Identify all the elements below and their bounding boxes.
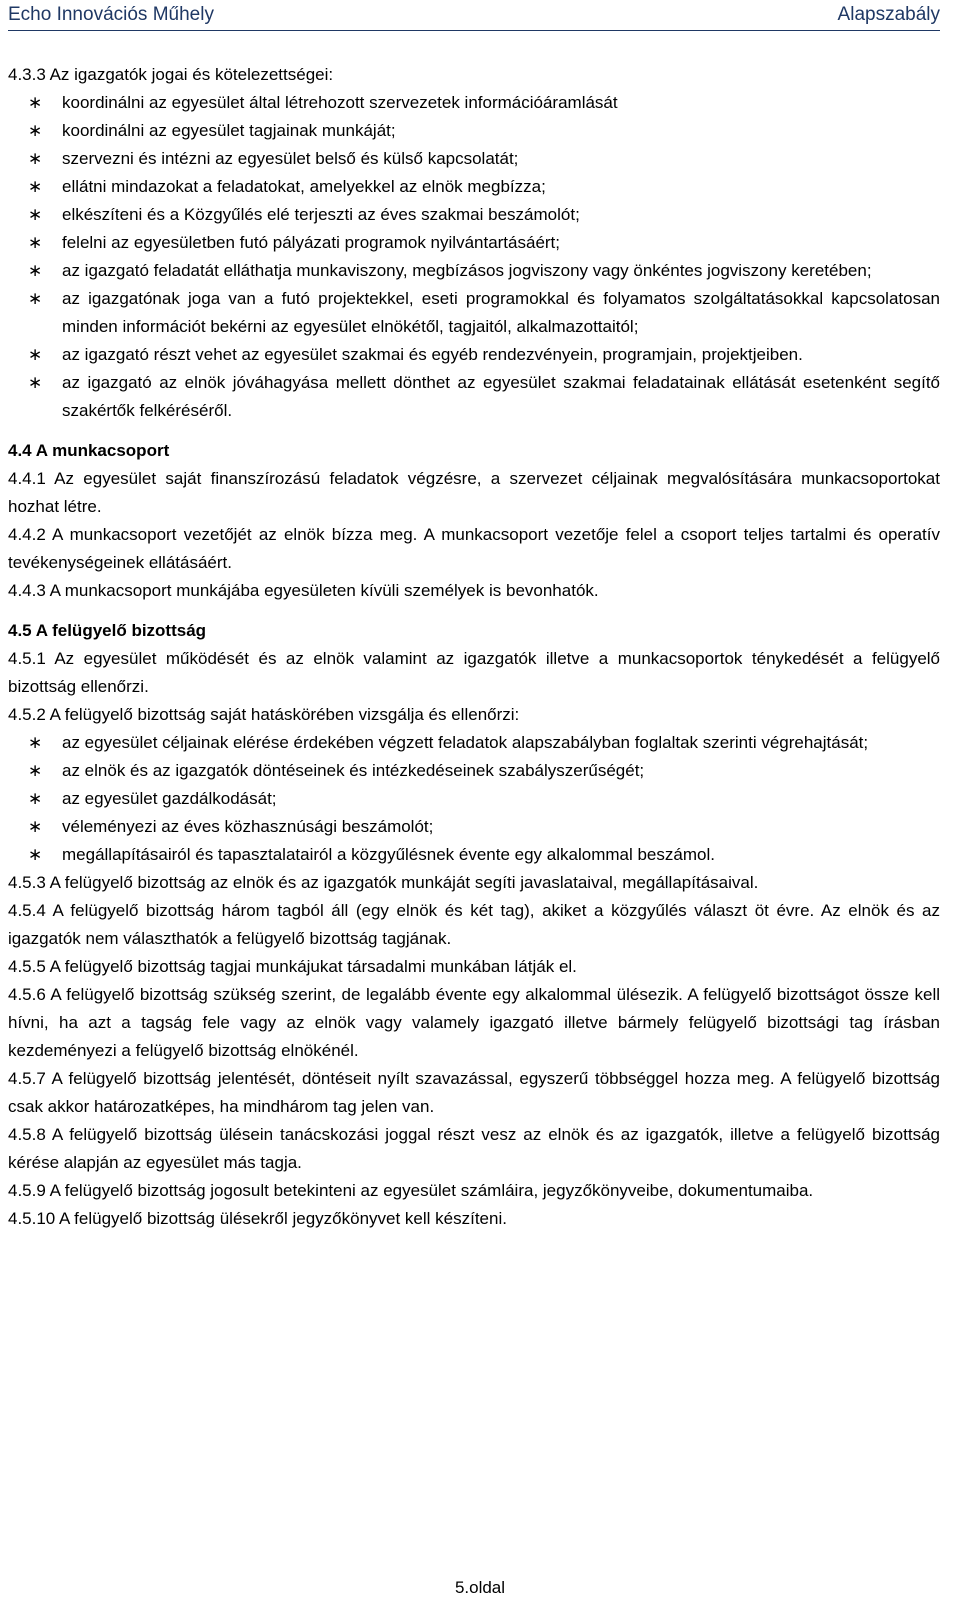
bullet-icon: ∗ xyxy=(28,761,43,780)
list-item: ∗ az igazgató feladatát elláthatja munkaviszony, megbízásos jogviszony vagy önkéntes jogviszony keretében; xyxy=(8,257,940,285)
bullet-icon: ∗ xyxy=(28,149,43,168)
paragraph-4-4-1: 4.4.1 Az egyesület saját finanszírozású feladatok végzésre, a szervezet céljainak megvalósítására munkacsoportokat hozhat létre. xyxy=(8,469,940,516)
section-4-5-heading: 4.5 A felügyelő bizottság xyxy=(8,621,207,640)
bullet-icon: ∗ xyxy=(28,177,43,196)
list-item: ∗ ellátni mindazokat a feladatokat, amelyekkel az elnök megbízza; xyxy=(8,173,940,201)
section-4-3-3-title: 4.3.3 Az igazgatók jogai és kötelezettségei: xyxy=(8,65,334,84)
list-item: ∗ az igazgató az elnök jóváhagyása mellett dönthet az egyesület szakmai feladatainak ellátását esetenként segítő szakértők felkéréséről. xyxy=(8,369,940,425)
list-item: ∗ koordinálni az egyesület által létrehozott szervezetek információáramlását xyxy=(8,89,940,117)
paragraph-4-5-6: 4.5.6 A felügyelő bizottság szükség szerint, de legalább évente egy alkalommal ülésezik. A felügyelő bizottságot össze kell hívni, ha azt a tagság fele vagy az elnök vagy valamely igazgató illetve bármely felügyelő bizottsági tag írásban kezdeményezi a felügyelő bizottság elnökénél. xyxy=(8,985,940,1060)
list-item: ∗ elkészíteni és a Közgyűlés elé terjeszti az éves szakmai beszámolót; xyxy=(8,201,940,229)
paragraph-4-5-3: 4.5.3 A felügyelő bizottság az elnök és az igazgatók munkáját segíti javaslataival, megállapításaival. xyxy=(8,873,759,892)
page-number: 5.oldal xyxy=(454,1578,506,1597)
paragraph-4-5-7: 4.5.7 A felügyelő bizottság jelentését, döntéseit nyílt szavazással, egyszerű többséggel hozza meg. A felügyelő bizottság csak akkor határozatképes, ha mindhárom tag jelen van. xyxy=(8,1069,940,1116)
paragraph-4-5-2: 4.5.2 A felügyelő bizottság saját hatáskörében vizsgálja és ellenőrzi: xyxy=(8,705,520,724)
list-item: ∗ koordinálni az egyesület tagjainak munkáját; xyxy=(8,117,940,145)
paragraph-4-5-4: 4.5.4 A felügyelő bizottság három tagból áll (egy elnök és két tag), akiket a közgyűlés választ öt évre. Az elnök és az igazgatók nem választhatók a felügyelő bizottság tagjának. xyxy=(8,901,940,948)
paragraph-4-5-1: 4.5.1 Az egyesület működését és az elnök valamint az igazgatók illetve a munkacsoportok ténykedését a felügyelő bizottság ellenőrzi. xyxy=(8,649,940,696)
page-header xyxy=(8,0,940,31)
bullet-icon: ∗ xyxy=(28,373,43,392)
list-item: ∗ véleményezi az éves közhasznúsági beszámolót; xyxy=(8,813,940,841)
bullet-icon: ∗ xyxy=(28,93,43,112)
bullet-icon: ∗ xyxy=(28,289,43,308)
list-item: ∗ az elnök és az igazgatók döntéseinek és intézkedéseinek szabályszerűségét; xyxy=(8,757,940,785)
igazgato-duties-list xyxy=(8,89,940,425)
bullet-icon: ∗ xyxy=(28,733,43,752)
bullet-icon: ∗ xyxy=(28,121,43,140)
bullet-icon: ∗ xyxy=(28,261,43,280)
section-4-4-heading: 4.4 A munkacsoport xyxy=(8,441,170,460)
bullet-icon: ∗ xyxy=(28,345,43,364)
list-item: ∗ az igazgató részt vehet az egyesület szakmai és egyéb rendezvényein, programjain, projektjeiben. xyxy=(8,341,940,369)
bullet-icon: ∗ xyxy=(28,233,43,252)
paragraph-4-5-8: 4.5.8 A felügyelő bizottság ülésein tanácskozási joggal részt vesz az elnök és az igazgatók, illetve a felügyelő bizottság kérése alapján az egyesület más tagja. xyxy=(8,1125,940,1172)
bullet-icon: ∗ xyxy=(28,845,43,864)
header-org-name: Echo Innovációs Műhely xyxy=(8,4,214,25)
document-body xyxy=(8,61,940,1233)
paragraph-4-5-9: 4.5.9 A felügyelő bizottság jogosult betekinteni az egyesület számláira, jegyzőkönyveibe, dokumentumaiba. xyxy=(8,1181,814,1200)
paragraph-4-5-5: 4.5.5 A felügyelő bizottság tagjai munkájukat társadalmi munkában látják el. xyxy=(8,957,577,976)
header-doc-title: Alapszabály xyxy=(837,4,940,25)
list-item: ∗ az igazgatónak joga van a futó projektekkel, eseti programokkal és folyamatos szolgáltatásokkal kapcsolatosan minden információt bekérni az egyesület elnökétől, tagjaitól, alkalmazottaitól; xyxy=(8,285,940,341)
paragraph-4-4-2: 4.4.2 A munkacsoport vezetőjét az elnök bízza meg. A munkacsoport vezetője felel a csoport teljes tartalmi és operatív tevékenységeinek ellátásáért. xyxy=(8,525,940,572)
list-item: ∗ megállapításairól és tapasztalatairól a közgyűlésnek évente egy alkalommal beszámol. xyxy=(8,841,940,869)
felugyelo-checks-list xyxy=(8,729,940,869)
paragraph-4-4-3: 4.4.3 A munkacsoport munkájába egyesületen kívüli személyek is bevonhatók. xyxy=(8,581,599,600)
bullet-icon: ∗ xyxy=(28,817,43,836)
paragraph-4-5-10: 4.5.10 A felügyelő bizottság ülésekről jegyzőkönyvet kell készíteni. xyxy=(8,1209,507,1228)
bullet-icon: ∗ xyxy=(28,205,43,224)
list-item: ∗ az egyesület gazdálkodását; xyxy=(8,785,940,813)
list-item: ∗ az egyesület céljainak elérése érdekében végzett feladatok alapszabályban foglaltak szerinti végrehajtását; xyxy=(8,729,940,757)
bullet-icon: ∗ xyxy=(28,789,43,808)
list-item: ∗ szervezni és intézni az egyesület belső és külső kapcsolatát; xyxy=(8,145,940,173)
list-item: ∗ felelni az egyesületben futó pályázati programok nyilvántartásáért; xyxy=(8,229,940,257)
